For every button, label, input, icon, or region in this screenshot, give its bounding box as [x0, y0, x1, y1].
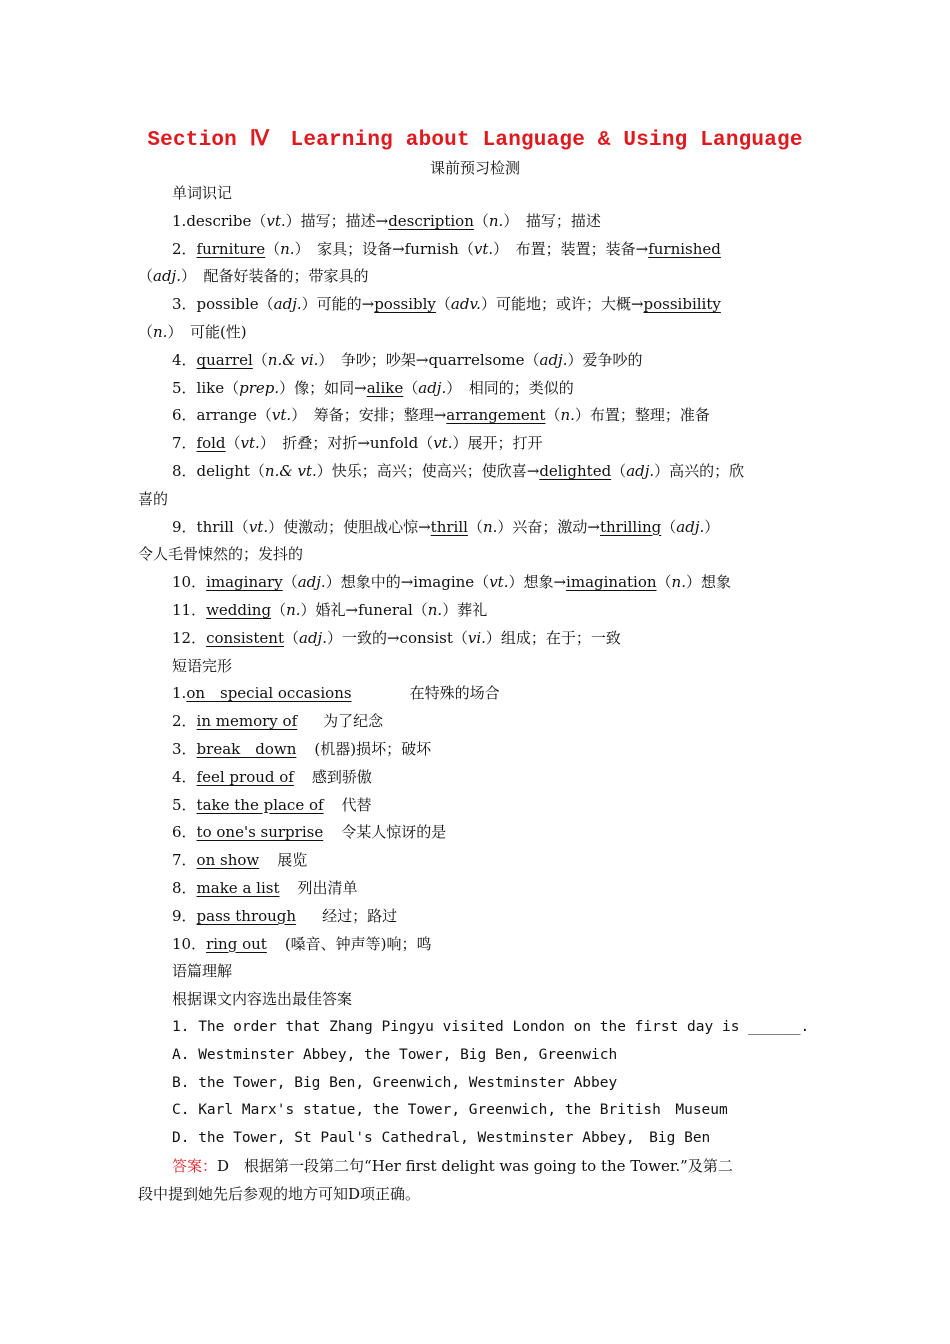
- vocab-item-6: 6．arrange（vt.） 筹备；安排；整理→arrangement（n.）布置；整理；准备: [172, 406, 710, 425]
- answer-blank: consistent: [206, 628, 284, 647]
- answer-blank: in memory of: [196, 712, 298, 731]
- option-b: B. the Tower, Big Ben, Greenwich, Westminster Abbey: [172, 1074, 618, 1091]
- phrase-item: 4．feel proud of 感到骄傲: [172, 767, 372, 786]
- vocab-item-2: 2．furniture（n.） 家具；设备→furnish（vt.） 布置；装置；装备→furnished: [172, 239, 721, 258]
- answer-blank: thrilling: [599, 517, 662, 536]
- vocab-item-11: 11．wedding（n.）婚礼→funeral（n.）葬礼: [172, 600, 488, 619]
- phrase-item: 2．in memory of 为了纪念: [172, 712, 384, 731]
- vocab-item-9-cont: 令人毛骨悚然的；发抖的: [138, 545, 304, 564]
- phrase-item: 3．break down (机器)损坏；破坏: [172, 739, 432, 758]
- vocab-item-4: 4．quarrel（n.& vi.） 争吵；吵架→quarrelsome（adj.）爱争吵的: [172, 350, 643, 369]
- answer-blank: alike: [366, 378, 404, 397]
- vocab-item-12: 12．consistent（adj.）一致的→consist（vi.）组成；在于；一致: [172, 628, 621, 647]
- option-a: A. Westminster Abbey, the Tower, Big Ben, Greenwich: [172, 1046, 618, 1063]
- answer-blank: arrangement: [446, 406, 546, 425]
- reading-instruction: 根据课文内容选出最佳答案: [172, 990, 353, 1009]
- answer-blank: fold: [196, 434, 226, 453]
- answer-blank: imaginary: [206, 573, 283, 592]
- option-c: C. Karl Marx's statue, the Tower, Greenwich, the British Museum: [172, 1102, 728, 1119]
- answer-blank: to one's surprise: [196, 823, 324, 842]
- content-body: [138, 180, 816, 1208]
- vocab-item-8: 8．delight（n.& vt.）快乐；高兴；使高兴；使欣喜→delighted（adj.）高兴的；欣: [172, 461, 745, 480]
- phrase-item: 9．pass through 经过；路过: [172, 906, 398, 925]
- vocab-item-2-cont: （adj.） 配备好装备的；带家具的: [138, 267, 369, 286]
- answer-blank: break down: [196, 739, 297, 758]
- page-title: Section Ⅳ Learning about Language & Using Language: [147, 129, 803, 152]
- answer-blank: furnished: [648, 239, 721, 258]
- answer-blank: description: [388, 211, 474, 230]
- answer-blank: thrill: [430, 517, 468, 536]
- vocab-item-7: 7．fold（vt.） 折叠；对折→unfold（vt.）展开；打开: [172, 434, 543, 453]
- phrases-heading: 短语完形: [172, 656, 233, 675]
- page-subtitle: 课前预习检测: [429, 159, 520, 177]
- phrase-item: 6．to one's surprise 令某人惊讶的是: [172, 823, 447, 842]
- vocab-item-5: 5．like（prep.）像；如同→alike（adj.） 相同的；类似的: [172, 378, 574, 397]
- answer-line: 答案：D 根据第一段第二句“Her first delight was going to the Tower.”及第二: [172, 1156, 733, 1175]
- phrase-item: 5．take the place of 代替: [172, 795, 372, 814]
- answer-blank: feel proud of: [196, 767, 294, 786]
- vocab-item-10: 10．imaginary（adj.）想象中的→imagine（vt.）想象→imagination（n.）想象: [172, 573, 731, 592]
- answer-blank: furniture: [196, 239, 266, 258]
- answer-blank: take the place of: [196, 795, 324, 814]
- phrase-item: 10．ring out (嗓音、钟声等)响；鸣: [172, 934, 432, 953]
- answer-label: 答案：: [172, 1156, 218, 1175]
- vocab-item-3: 3．possible（adj.）可能的→possibly（adv.）可能地；或许；大概→possibility: [172, 295, 721, 314]
- answer-blank: imagination: [566, 573, 657, 592]
- phrase-item: 1.on special occasions 在特殊的场合: [172, 684, 500, 703]
- vocab-item-3-cont: （n.） 可能(性): [138, 322, 247, 341]
- phrase-item: 7．on show 展览: [172, 851, 308, 870]
- reading-heading: 语篇理解: [172, 962, 233, 981]
- answer-blank: make a list: [196, 878, 280, 897]
- vocab-item-1: 1.describe（vt.）描写；描述→description（n.） 描写；描述: [172, 211, 601, 230]
- answer-blank: possibility: [643, 295, 721, 314]
- question-text: 1. The order that Zhang Pingyu visited London on the first day is ______.: [172, 1018, 810, 1035]
- answer-line-cont: 段中提到她先后参观的地方可知D项正确。: [138, 1184, 421, 1203]
- vocab-item-9: 9．thrill（vt.）使激动；使胆战心惊→thrill（n.）兴奋；激动→thrilling（adj.）: [172, 517, 720, 536]
- answer-blank: quarrel: [196, 350, 253, 369]
- phrase-item: 8．make a list 列出清单: [172, 878, 358, 897]
- vocab-heading: 单词识记: [172, 184, 233, 202]
- answer-blank: pass through: [196, 906, 297, 925]
- answer-blank: ring out: [206, 934, 267, 953]
- answer-blank: on show: [196, 851, 260, 870]
- answer-blank: possibly: [374, 295, 436, 314]
- option-d: D. the Tower, St Paul's Cathedral, Westminster Abbey, Big Ben: [172, 1130, 711, 1147]
- answer-blank: wedding: [206, 600, 272, 619]
- vocab-item-8-cont: 喜的: [138, 489, 169, 508]
- answer-blank: delighted: [539, 461, 612, 480]
- answer-blank: on special occasions: [186, 684, 352, 703]
